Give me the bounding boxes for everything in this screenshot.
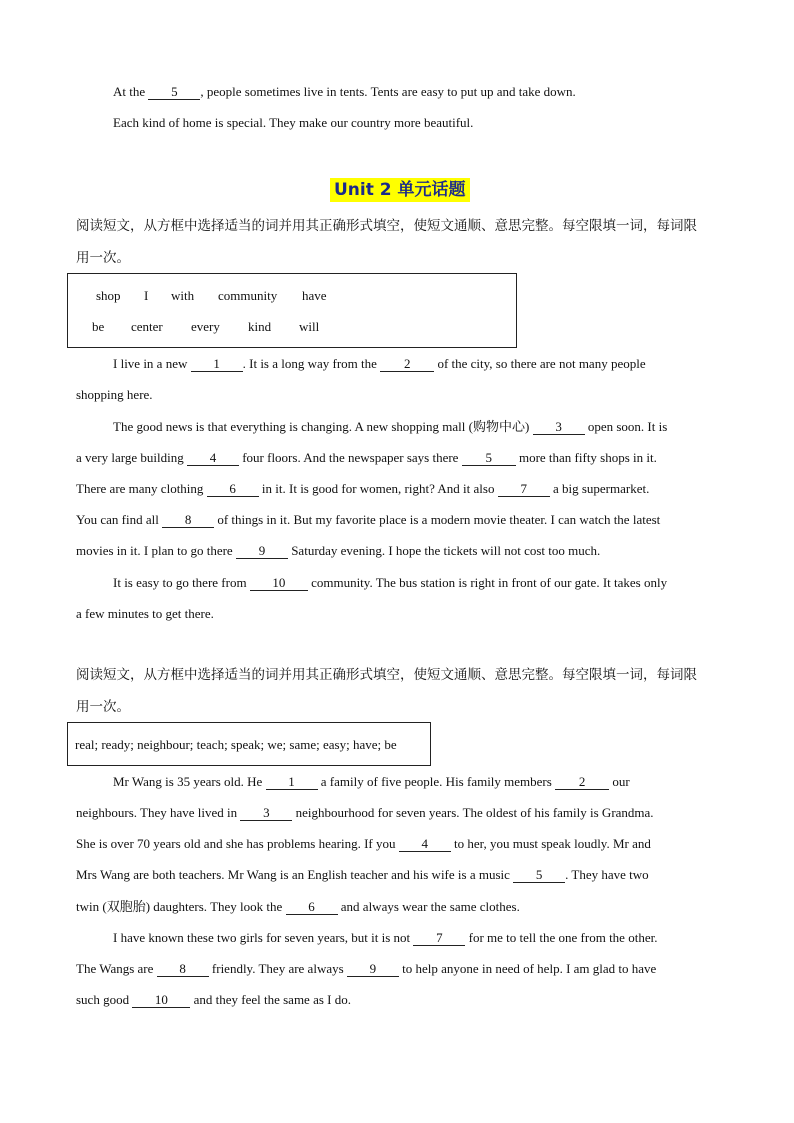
answer-blank[interactable]: 7 <box>413 931 465 946</box>
answer-blank[interactable]: 1 <box>191 357 243 372</box>
word-option: will <box>299 319 320 334</box>
instruction-text: 用一次。 <box>76 699 130 715</box>
answer-blank[interactable]: 10 <box>250 576 308 591</box>
text-line: I have known these two girls for seven years, but it is not 7 for me to tell the one from the other. <box>113 930 658 945</box>
instruction-text: 阅读短文，从方框中选择适当的词并用其正确形式填空，使短文通顺、意思完整。每空限填一词，每词限 <box>76 218 697 234</box>
text-line: I live in a new 1 . It is a long way from the 2 of the city, so there are not many people <box>113 356 646 371</box>
text-line: The good news is that everything is changing. A new shopping mall (购物中心) 3 open soon. It is <box>113 419 668 434</box>
answer-blank[interactable]: 4 <box>187 451 239 466</box>
text-line: neighbours. They have lived in 3 neighbourhood for seven years. The oldest of his family is Grandma. <box>76 805 654 820</box>
answer-blank[interactable]: 1 <box>266 775 318 790</box>
word-options: real; ready; neighbour; teach; speak; we; same; easy; have; be <box>75 737 397 752</box>
text-line: It is easy to go there from 10 community. The bus station is right in front of our gate. It takes only <box>113 575 668 590</box>
text-line: There are many clothing 6 in it. It is good for women, right? And it also 7 a big supermarket. <box>76 481 650 496</box>
text-line: Each kind of home is special. They make our country more beautiful. <box>113 115 474 130</box>
word-option: I <box>144 288 149 303</box>
word-option: kind <box>248 319 272 334</box>
word-option: community <box>218 288 278 303</box>
word-option: shop <box>96 288 121 303</box>
word-option: center <box>131 319 163 334</box>
instruction-text: 用一次。 <box>76 250 130 266</box>
text-line: a few minutes to get there. <box>76 606 214 621</box>
answer-blank[interactable]: 9 <box>236 544 288 559</box>
text-line: twin (双胞胎) daughters. They look the 6 and always wear the same clothes. <box>76 899 520 914</box>
answer-blank[interactable]: 3 <box>240 806 292 821</box>
answer-blank[interactable]: 3 <box>533 420 585 435</box>
word-option: every <box>191 319 220 334</box>
word-option: with <box>171 288 195 303</box>
unit-title: Unit 2 单元话题 <box>330 178 470 202</box>
text-line: such good 10 and they feel the same as I do. <box>76 992 351 1007</box>
text-line: Mr Wang is 35 years old. He 1 a family of five people. His family members 2 our <box>113 774 630 789</box>
answer-blank[interactable]: 5 <box>462 451 516 466</box>
answer-blank[interactable]: 2 <box>380 357 434 372</box>
text-line: Mrs Wang are both teachers. Mr Wang is an English teacher and his wife is a music 5 . They have two <box>76 867 649 882</box>
answer-blank[interactable]: 7 <box>498 482 550 497</box>
text-line: a very large building 4 four floors. And the newspaper says there 5 more than fifty shops in it. <box>76 450 657 465</box>
text-line: She is over 70 years old and she has problems hearing. If you 4 to her, you must speak loudly. Mr and <box>76 836 651 851</box>
answer-blank[interactable]: 8 <box>162 513 214 528</box>
text-line: At the 5 , people sometimes live in tents. Tents are easy to put up and take down. <box>113 84 576 99</box>
word-box <box>67 722 431 766</box>
answer-blank[interactable]: 4 <box>399 837 451 852</box>
word-option: have <box>302 288 327 303</box>
instruction-text: 阅读短文，从方框中选择适当的词并用其正确形式填空，使短文通顺、意思完整。每空限填一词，每词限 <box>76 667 697 683</box>
text-line: You can find all 8 of things in it. But my favorite place is a modern movie theater. I can watch the latest <box>76 512 661 527</box>
text-line: movies in it. I plan to go there 9 Saturday evening. I hope the tickets will not cost too much. <box>76 543 601 558</box>
text-line: The Wangs are 8 friendly. They are always 9 to help anyone in need of help. I am glad to have <box>76 961 657 976</box>
answer-blank[interactable]: 6 <box>207 482 259 497</box>
answer-blank[interactable]: 8 <box>157 962 209 977</box>
text-line: shopping here. <box>76 387 153 402</box>
answer-blank[interactable]: 5 <box>148 85 200 100</box>
answer-blank[interactable]: 5 <box>513 868 565 883</box>
word-option: be <box>92 319 105 334</box>
answer-blank[interactable]: 2 <box>555 775 609 790</box>
answer-blank[interactable]: 9 <box>347 962 399 977</box>
word-box <box>67 273 517 348</box>
answer-blank[interactable]: 6 <box>286 900 338 915</box>
answer-blank[interactable]: 10 <box>132 993 190 1008</box>
